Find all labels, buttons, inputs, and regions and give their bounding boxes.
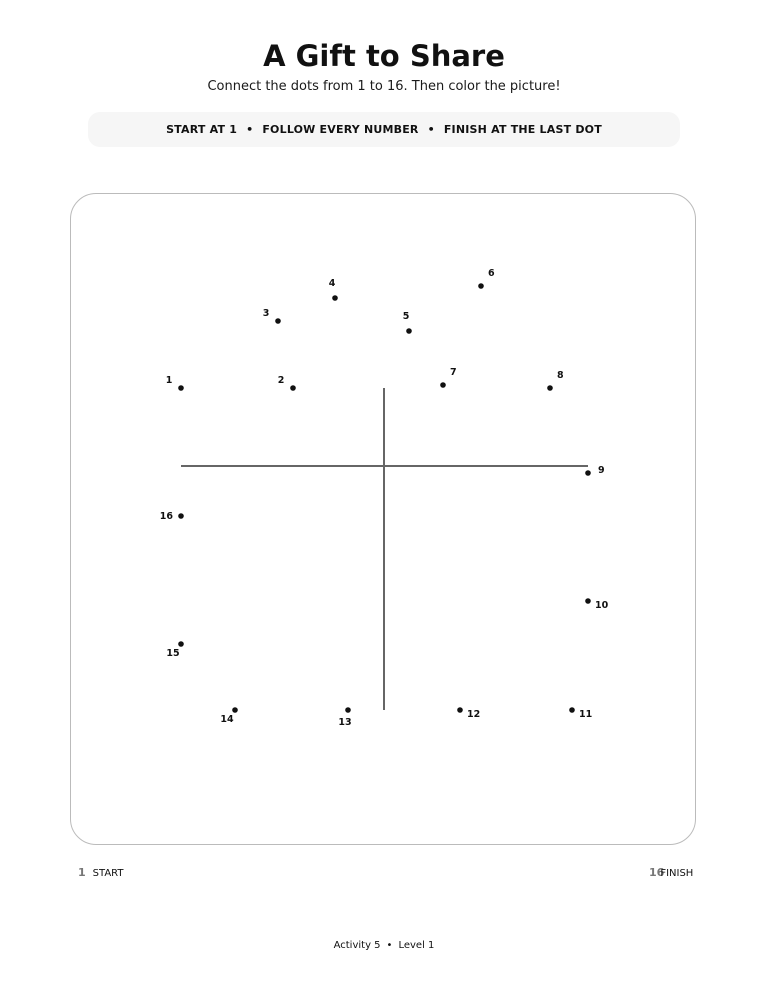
dot-number-label: 15 — [166, 648, 180, 659]
dot-marker[interactable] — [275, 318, 281, 324]
instructions-text: Connect the dots from 1 to 16. Then color the picture! — [207, 79, 561, 94]
dot-number-label: 7 — [450, 367, 457, 378]
dot-6[interactable] — [478, 268, 495, 289]
page-title: A Gift to Share — [263, 39, 505, 73]
dot-number-label: 13 — [338, 717, 352, 728]
footer-separator: • — [386, 940, 393, 951]
dot-8[interactable] — [547, 370, 564, 391]
dot-marker[interactable] — [440, 382, 446, 388]
dot-marker[interactable] — [406, 328, 412, 334]
finish-label: FINISH — [660, 868, 694, 879]
dot-14[interactable] — [220, 707, 237, 725]
rule-separator: • — [427, 123, 435, 136]
dot-12[interactable] — [457, 707, 480, 720]
finish-legend — [649, 866, 693, 881]
dot-number-label: 3 — [262, 308, 270, 319]
rules-banner — [88, 112, 680, 147]
finish-number: 16 — [649, 866, 665, 879]
dot-number-label: 11 — [579, 709, 593, 720]
dot-number-label: 10 — [595, 600, 609, 611]
page-footer — [0, 939, 768, 953]
dot-marker[interactable] — [478, 283, 484, 289]
dot-number-label: 9 — [598, 465, 605, 476]
dot-marker[interactable] — [345, 707, 351, 713]
dot-1[interactable] — [166, 375, 184, 391]
activity-label: Activity 5 — [333, 940, 381, 951]
start-number: 1 — [78, 866, 86, 879]
dot-marker[interactable] — [232, 707, 238, 713]
guide-lines — [181, 388, 588, 710]
dot-number-label: 12 — [467, 709, 481, 720]
dot-15[interactable] — [166, 641, 183, 659]
dot-number-label: 5 — [402, 311, 410, 322]
dot-marker[interactable] — [332, 295, 338, 301]
dot-marker[interactable] — [178, 385, 184, 391]
start-legend — [78, 866, 124, 881]
rule-follow: FOLLOW EVERY NUMBER — [262, 123, 419, 136]
dot-number-label: 8 — [557, 370, 564, 381]
rule-start: START AT 1 — [166, 123, 238, 136]
dot-2[interactable] — [278, 375, 296, 391]
dot-number-label: 16 — [159, 511, 173, 522]
dot-marker[interactable] — [457, 707, 463, 713]
dot-11[interactable] — [569, 707, 592, 720]
dot-marker[interactable] — [178, 641, 184, 647]
dot-16[interactable] — [160, 511, 184, 522]
dot-4[interactable] — [329, 278, 338, 301]
dot-13[interactable] — [338, 707, 351, 728]
dot-number-label: 2 — [277, 375, 285, 386]
dot-marker[interactable] — [585, 598, 591, 604]
dot-3[interactable] — [263, 308, 281, 324]
level-label: Level 1 — [398, 940, 435, 951]
dot-marker[interactable] — [547, 385, 553, 391]
dot-number-label: 1 — [165, 375, 173, 386]
dot-marker[interactable] — [585, 470, 591, 476]
dot-10[interactable] — [585, 598, 608, 611]
rule-separator: • — [246, 123, 254, 136]
puzzle-canvas[interactable] — [71, 194, 697, 846]
dot-marker[interactable] — [569, 707, 575, 713]
dot-number-label: 6 — [488, 268, 495, 279]
dot-number-label: 14 — [220, 714, 234, 725]
rule-finish: FINISH AT THE LAST DOT — [443, 123, 602, 136]
dot-marker[interactable] — [290, 385, 296, 391]
dot-5[interactable] — [403, 311, 412, 334]
start-label: START — [92, 868, 124, 879]
dot-7[interactable] — [440, 367, 456, 388]
dot-marker[interactable] — [178, 513, 184, 519]
dot-9[interactable] — [585, 465, 604, 476]
dot-to-dot-board[interactable] — [70, 193, 696, 845]
dot-number-label: 4 — [328, 278, 336, 289]
